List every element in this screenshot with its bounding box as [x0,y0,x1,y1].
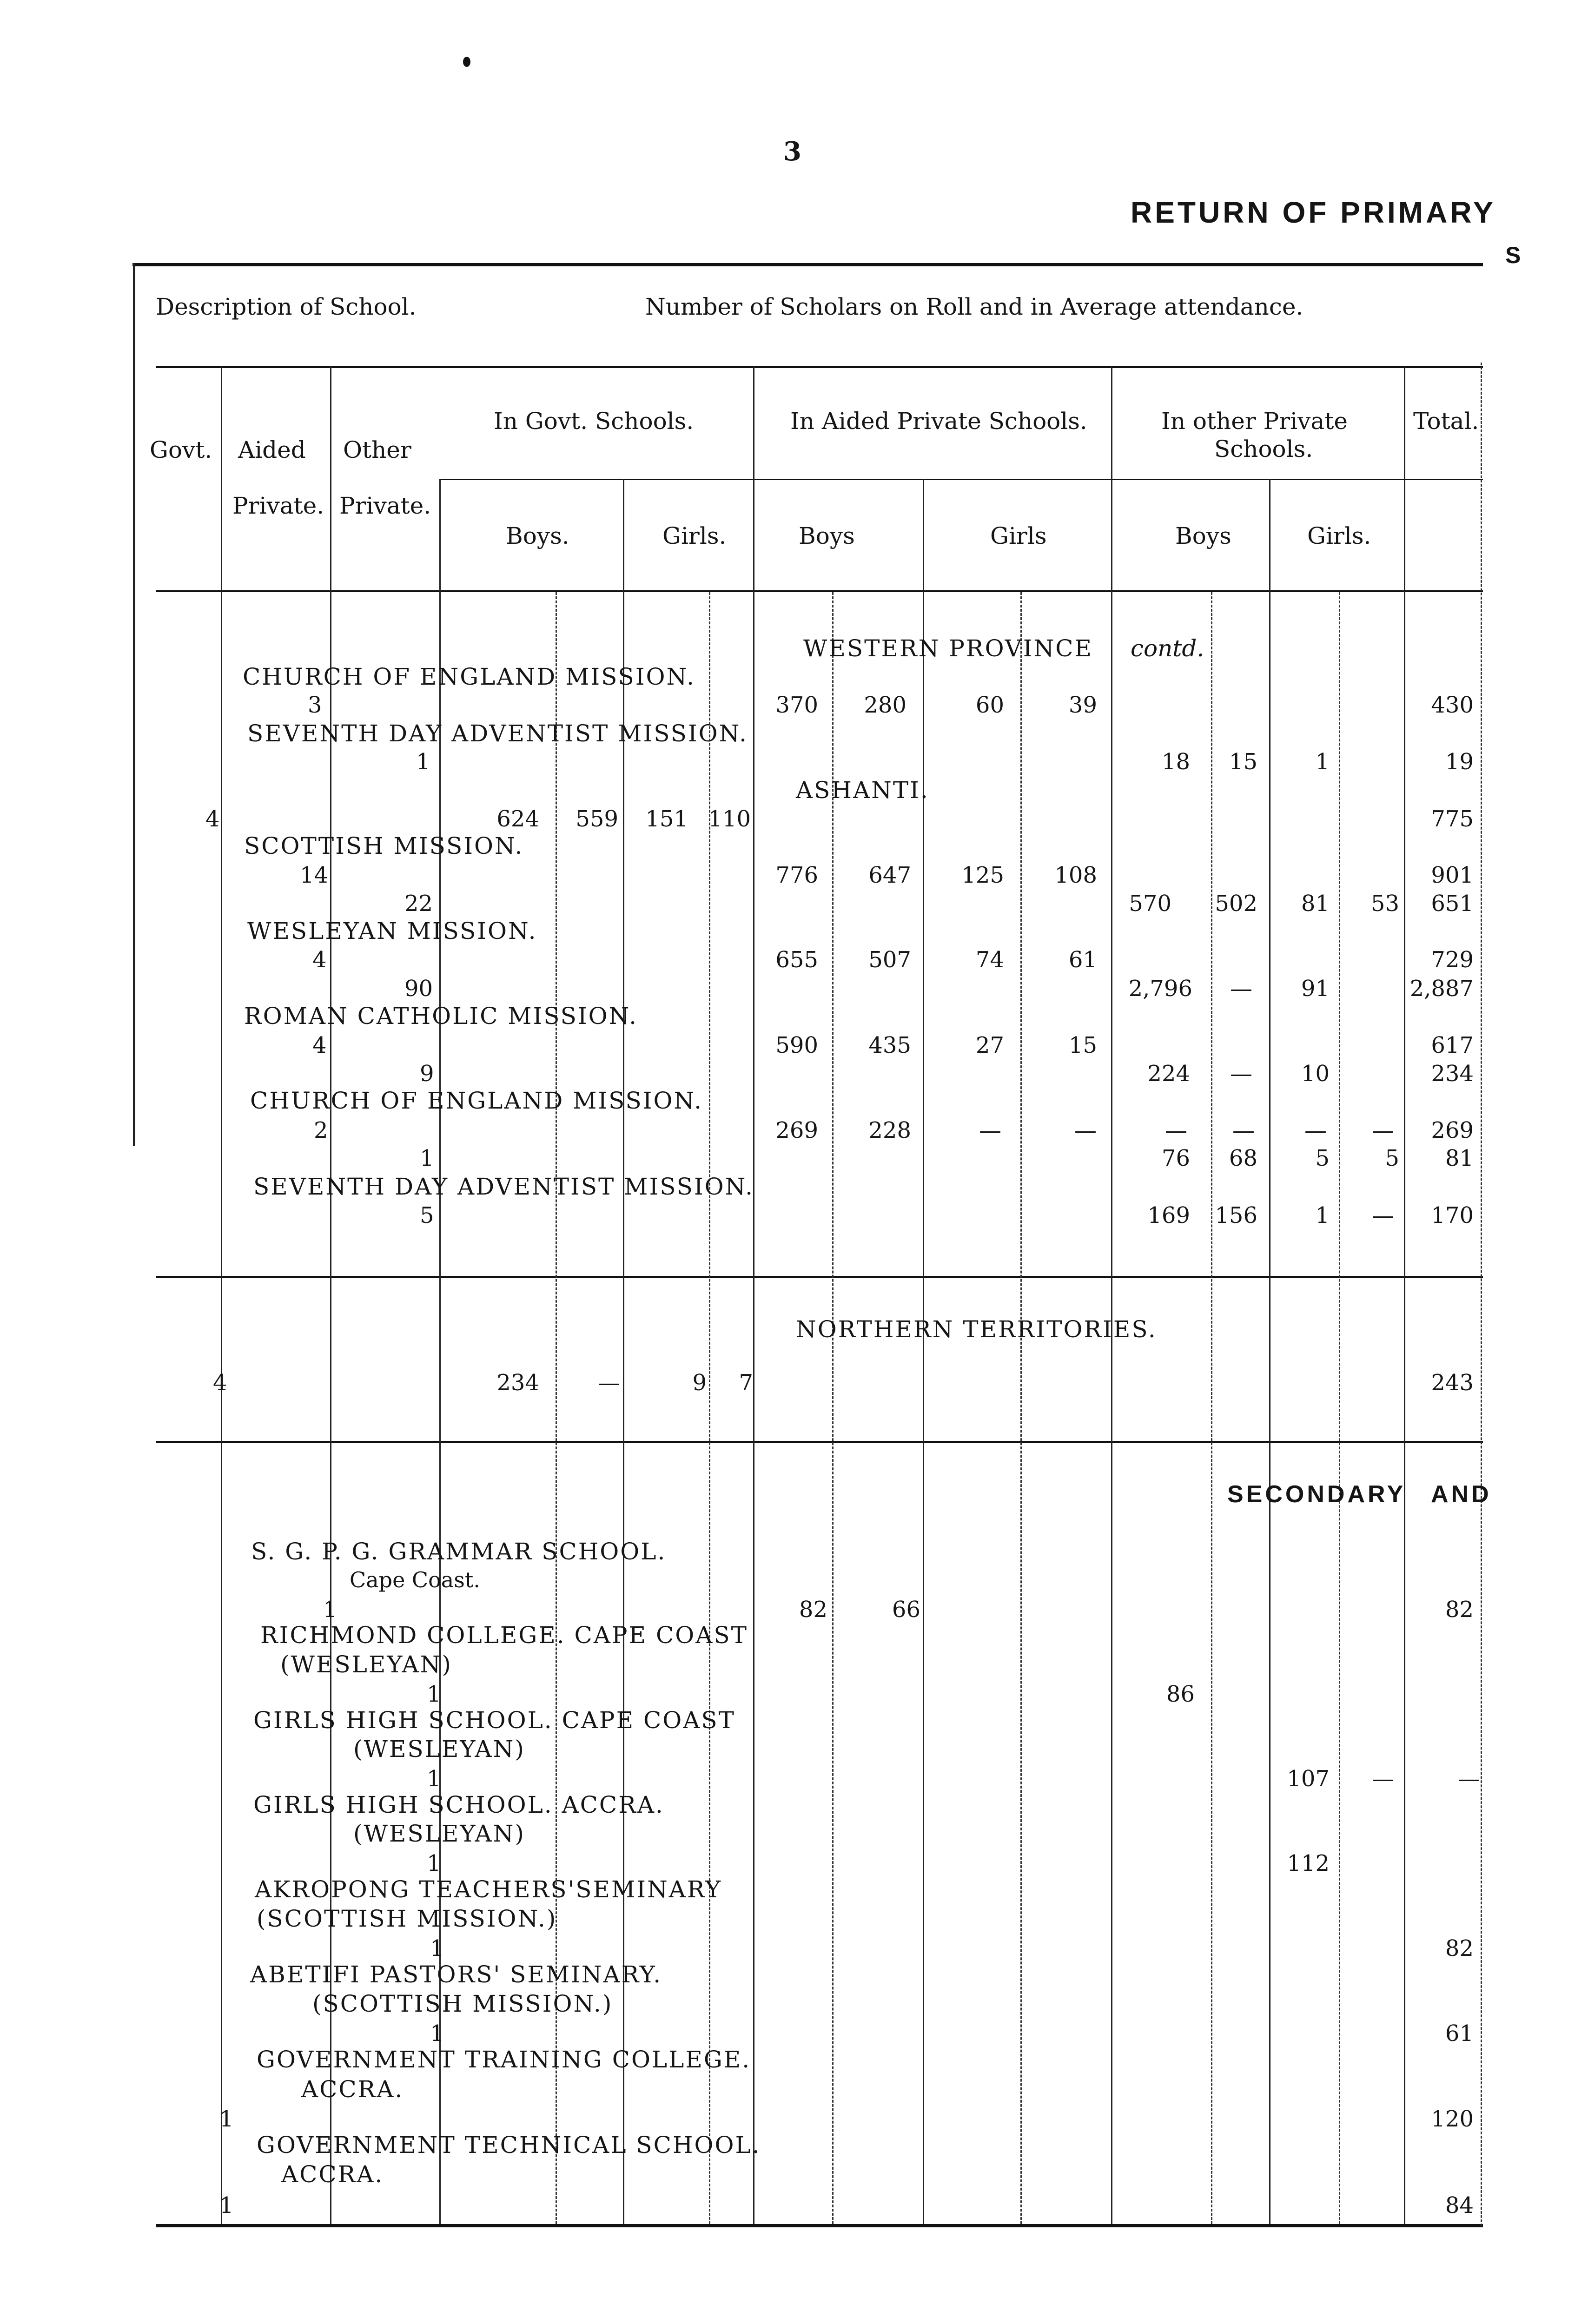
abetifi-seminary-sub: (SCOTTISH MISSION.) [312,1990,613,2017]
cell-total: 19 [1445,749,1474,775]
cell: 53 [1370,891,1399,917]
cell: 169 [1147,1202,1190,1228]
scottish-mission-other-count: 22 [404,891,433,917]
cell: 82 [799,1597,827,1623]
cell-total: 430 [1431,692,1474,718]
header-aided-private: Private. [232,492,324,519]
cell: 5 [1385,1145,1399,1171]
header-govt-boys: Boys. [506,522,569,549]
cell: 61 [1068,947,1097,973]
cell-dash: — [1165,1117,1187,1143]
ink-dot [463,57,470,67]
roman-catholic-label: ROMAN CATHOLIC MISSION. [244,1003,638,1030]
cell-total: 84 [1445,2192,1474,2218]
cell: 559 [576,806,618,832]
richmond-college-label: RICHMOND COLLEGE. CAPE COAST [260,1622,748,1649]
header-in-other: In other Private [1161,408,1348,435]
header-rule-3 [156,590,1483,592]
govt-technical-school-place: ACCRA. [281,2161,384,2188]
scottish-mission-count: 14 [300,862,329,888]
roman-catholic-other-count: 9 [420,1061,434,1087]
scottish-mission-label: SCOTTISH MISSION. [244,832,524,859]
cell-total: 775 [1431,806,1474,832]
cell-total: 82 [1445,1935,1474,1961]
akropong-seminary-sub: (SCOTTISH MISSION.) [257,1905,557,1932]
cell-total: 651 [1431,891,1474,917]
header-other: Other [343,436,411,463]
col-rule-govt [221,366,222,2224]
cell-total: 2,887 [1409,976,1474,1002]
cell: 68 [1229,1145,1257,1171]
girls-high-accra-count: 1 [427,1850,441,1876]
sgp-school-place: Cape Coast. [350,1567,480,1592]
cell: 647 [868,862,911,888]
girls-high-cape-coast-count: 1 [427,1766,441,1792]
table-bottom-rule [156,2224,1483,2227]
cell: 224 [1147,1061,1190,1087]
header-number-caption: Number of Scholars on Roll and in Average attendance. [645,293,1303,320]
church-england-2-count: 2 [314,1117,328,1143]
subcol-rule-6 [1339,592,1340,2224]
ashanti-govt-count: 4 [205,806,220,832]
govt-technical-school-govt: 1 [219,2192,234,2218]
western-province-heading: WESTERN PROVINCE [803,635,1093,662]
sgp-school-count: 1 [323,1597,337,1623]
cell-total: 170 [1431,1202,1474,1228]
col-rule-other-girls [1269,479,1270,2224]
header-aided: Aided [238,436,306,463]
akropong-seminary-count: 1 [430,1935,444,1961]
cell: 60 [975,692,1004,718]
cell: 81 [1301,891,1330,917]
cell: 107 [1287,1766,1330,1792]
header-total: Total. [1413,408,1479,435]
header-aided-girls: Girls [990,522,1047,549]
cell: 502 [1215,891,1257,917]
cell: 228 [868,1117,911,1143]
contd-label: contd. [1131,635,1204,662]
cell: 27 [975,1032,1004,1058]
church-england-1-label: CHURCH OF ENGLAND MISSION. [243,663,695,690]
seventh-day-1-label: SEVENTH DAY ADVENTIST MISSION. [247,720,748,747]
header-other-boys: Boys [1175,522,1231,549]
header-other-private: Private. [339,492,431,519]
cell-total: 81 [1445,1145,1474,1171]
cell-dash: — [598,1370,620,1396]
section-rule-2 [156,1441,1483,1443]
subcol-rule-3 [832,592,834,2224]
girls-high-cape-coast-sub: (WESLEYAN) [353,1736,525,1763]
cell-total: 243 [1431,1370,1474,1396]
right-edge-rule [1481,363,1482,2226]
cell: 86 [1166,1681,1195,1707]
cell-dash: — [1372,1117,1394,1143]
cell-dash: — [979,1117,1001,1143]
church-england-2-label: CHURCH OF ENGLAND MISSION. [250,1087,703,1114]
col-rule-aided [330,366,331,2224]
subcol-rule-4 [1020,592,1022,2224]
cell: 66 [892,1597,920,1623]
sgp-school-label: S. G. P. G. GRAMMAR SCHOOL. [251,1538,667,1565]
cell-dash: — [1372,1766,1394,1792]
cell-dash: — [1074,1117,1097,1143]
seventh-day-2-count: 5 [420,1202,434,1228]
col-rule-aided-schools [1111,366,1112,2224]
cell: 91 [1301,976,1330,1002]
seventh-day-2-label: SEVENTH DAY ADVENTIST MISSION. [253,1173,754,1200]
cell: 507 [868,947,911,973]
header-description: Description of School. [156,293,417,320]
cell: 10 [1301,1061,1330,1087]
cell-total: 120 [1431,2106,1474,2132]
col-rule-other-schools [1404,366,1405,2224]
cell: 5 [1315,1145,1330,1171]
abetifi-seminary-count: 1 [430,2020,444,2047]
girls-high-cape-coast-label: GIRLS HIGH SCHOOL. CAPE COAST [253,1707,735,1734]
cell-total: 61 [1445,2020,1474,2047]
govt-training-college-label: GOVERNMENT TRAINING COLLEGE. [257,2046,751,2073]
cell: 2,796 [1128,976,1192,1002]
cell: 280 [864,692,906,718]
section-rule-1 [156,1276,1483,1278]
cell: 234 [496,1370,539,1396]
girls-high-accra-sub: (WESLEYAN) [353,1820,525,1847]
akropong-seminary-label: AKROPONG TEACHERS'SEMINARY [255,1876,722,1903]
page-number: 3 [783,136,801,167]
cell: 39 [1068,692,1097,718]
cell: 15 [1068,1032,1097,1058]
cell: 125 [961,862,1004,888]
church-england-1-count: 3 [308,692,322,718]
cell-dash: — [1230,1061,1252,1087]
cell-dash: — [1372,1202,1394,1228]
header-govt-girls: Girls. [662,522,727,549]
richmond-college-sub: (WESLEYAN) [280,1651,452,1678]
cell: 108 [1054,862,1097,888]
seventh-day-1-count: 1 [416,749,430,775]
header-in-aided: In Aided Private Schools. [790,408,1087,435]
roman-catholic-count: 4 [312,1032,327,1058]
wesleyan-mission-count: 4 [312,947,327,973]
cell: 435 [868,1032,911,1058]
cell: 9 [692,1370,707,1396]
cell-dash: — [1230,976,1252,1002]
cell-total: 901 [1431,862,1474,888]
cell: 269 [775,1117,818,1143]
northern-territories-heading: NORTHERN TERRITORIES. [796,1316,1157,1343]
cell: 1 [1315,1202,1330,1228]
table-left-border [133,263,135,1146]
col-rule-govt-schools [753,366,754,2224]
govt-technical-school-label: GOVERNMENT TECHNICAL SCHOOL. [257,2132,761,2159]
cell: 151 [645,806,688,832]
subcol-rule-5 [1211,592,1212,2224]
header-in-govt: In Govt. Schools. [494,408,694,435]
ashanti-heading: ASHANTI. [796,777,929,804]
cell: 110 [708,806,751,832]
cell: 18 [1161,749,1190,775]
cell: 370 [775,692,818,718]
edge-mark: S [1505,242,1524,268]
cell-total: 234 [1431,1061,1474,1087]
secondary-heading: SECONDARY [1227,1481,1406,1508]
cell: 74 [975,947,1004,973]
cell-total: 269 [1431,1117,1474,1143]
cell: 624 [496,806,539,832]
cell-total: 82 [1445,1597,1474,1623]
cell: 776 [775,862,818,888]
cell: 7 [739,1370,753,1396]
header-rule-1 [156,366,1483,368]
cell-dash: — [1458,1766,1480,1792]
cell: 570 [1129,891,1171,917]
col-rule-aided-girls [923,479,924,2224]
page-heading: RETURN OF PRIMARY [1131,196,1496,229]
church-england-2-other-count: 1 [420,1145,434,1171]
cell: 655 [775,947,818,973]
abetifi-seminary-label: ABETIFI PASTORS' SEMINARY. [250,1961,662,1988]
cell-dash: — [1304,1117,1327,1143]
richmond-college-count: 1 [427,1681,441,1707]
govt-training-college-govt: 1 [219,2106,234,2132]
wesleyan-mission-label: WESLEYAN MISSION. [247,918,537,944]
cell-total: 617 [1431,1032,1474,1058]
cell: 76 [1161,1145,1190,1171]
subcol-rule-2 [709,592,710,2224]
header-other-girls: Girls. [1307,522,1371,549]
cell: 112 [1287,1850,1330,1876]
cell: 590 [775,1032,818,1058]
cell-dash: — [1232,1117,1255,1143]
cell-total: 729 [1431,947,1474,973]
and-heading: AND [1431,1481,1492,1508]
govt-training-college-place: ACCRA. [301,2076,404,2103]
header-rule-2 [439,479,1483,480]
header-in-other-schools: Schools. [1214,436,1313,462]
cell: 1 [1315,749,1330,775]
wesleyan-mission-other-count: 90 [404,976,433,1002]
cell: 15 [1229,749,1257,775]
table-top-rule [132,263,1483,266]
girls-high-accra-label: GIRLS HIGH SCHOOL. ACCRA. [253,1791,664,1818]
northern-govt-count: 4 [213,1370,227,1396]
header-aided-boys: Boys [799,522,855,549]
header-govt: Govt. [150,436,212,463]
cell: 156 [1215,1202,1257,1228]
